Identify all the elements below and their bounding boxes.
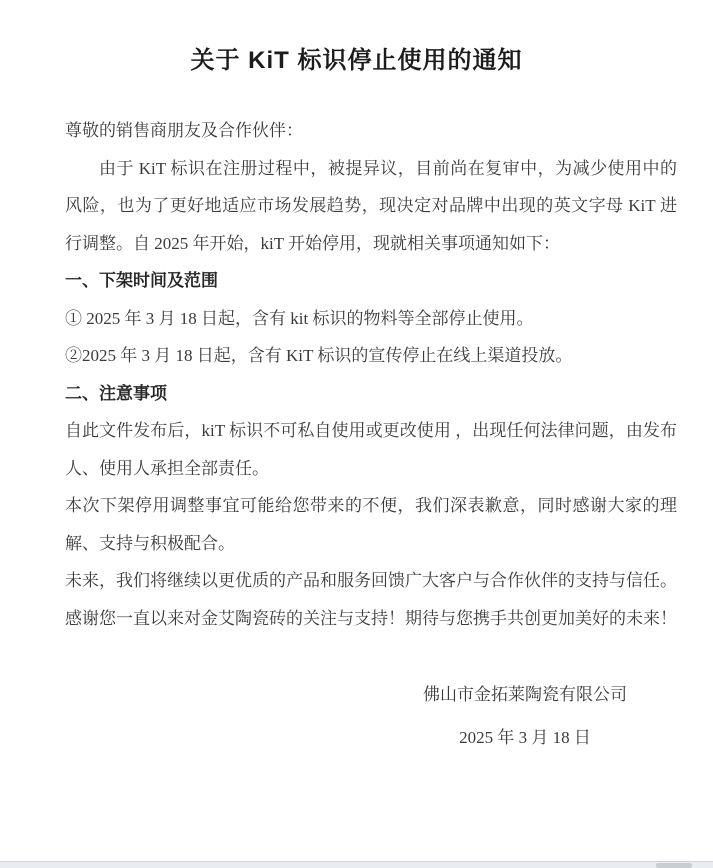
- intro-paragraph: 由于 KiT 标识在注册过程中，被提异议，目前尚在复审中，为减少使用中的风险，也为了更好地适应市场发展趋势，现决定对品牌中出现的英文字母 KiT 进行调整。自 2025 年开始，kiT 开始停用，现就相关事项通知如下：: [65, 158, 677, 253]
- salutation: 尊敬的销售商朋友及合作伙伴：: [65, 121, 303, 140]
- document-title: 关于 KiT 标识停止使用的通知: [190, 47, 523, 74]
- document-body: [65, 112, 677, 756]
- section1-item-1: ① 2025 年 3 月 18 日起，含有 kit 标识的物料等全部停止使用。: [65, 308, 534, 328]
- section1-heading: 一、下架时间及范围: [65, 271, 218, 290]
- signature-block: [419, 676, 631, 756]
- section2-paragraph-3: 未来，我们将继续以更优质的产品和服务回馈广大客户与合作伙伴的支持与信任。: [65, 571, 677, 590]
- section2-heading: 二、注意事项: [65, 383, 167, 403]
- signature-company: 佛山市金拓莱陶瓷有限公司: [423, 685, 627, 704]
- section1-item-2: ②2025 年 3 月 18 日起，含有 KiT 标识的宣传停止在线上渠道投放。: [65, 346, 573, 365]
- section2-paragraph-4: 感谢您一直以来对金艾陶瓷砖的关注与支持！期待与您携手共创更加美好的未来！: [65, 608, 677, 628]
- document-page: [0, 44, 713, 756]
- horizontal-scrollbar[interactable]: [0, 861, 713, 868]
- scrollbar-thumb[interactable]: [656, 863, 692, 868]
- section2-paragraph-2: 本次下架停用调整事宜可能给您带来的不便，我们深表歉意，同时感谢大家的理解、支持与积极配合。: [65, 496, 677, 553]
- signature-date: 2025 年 3 月 18 日: [459, 727, 591, 747]
- section2-paragraph-1: 自此文件发布后，kiT 标识不可私自使用或更改使用 ，出现任何法律问题，由发布人、使用人承担全部责任。: [65, 421, 677, 478]
